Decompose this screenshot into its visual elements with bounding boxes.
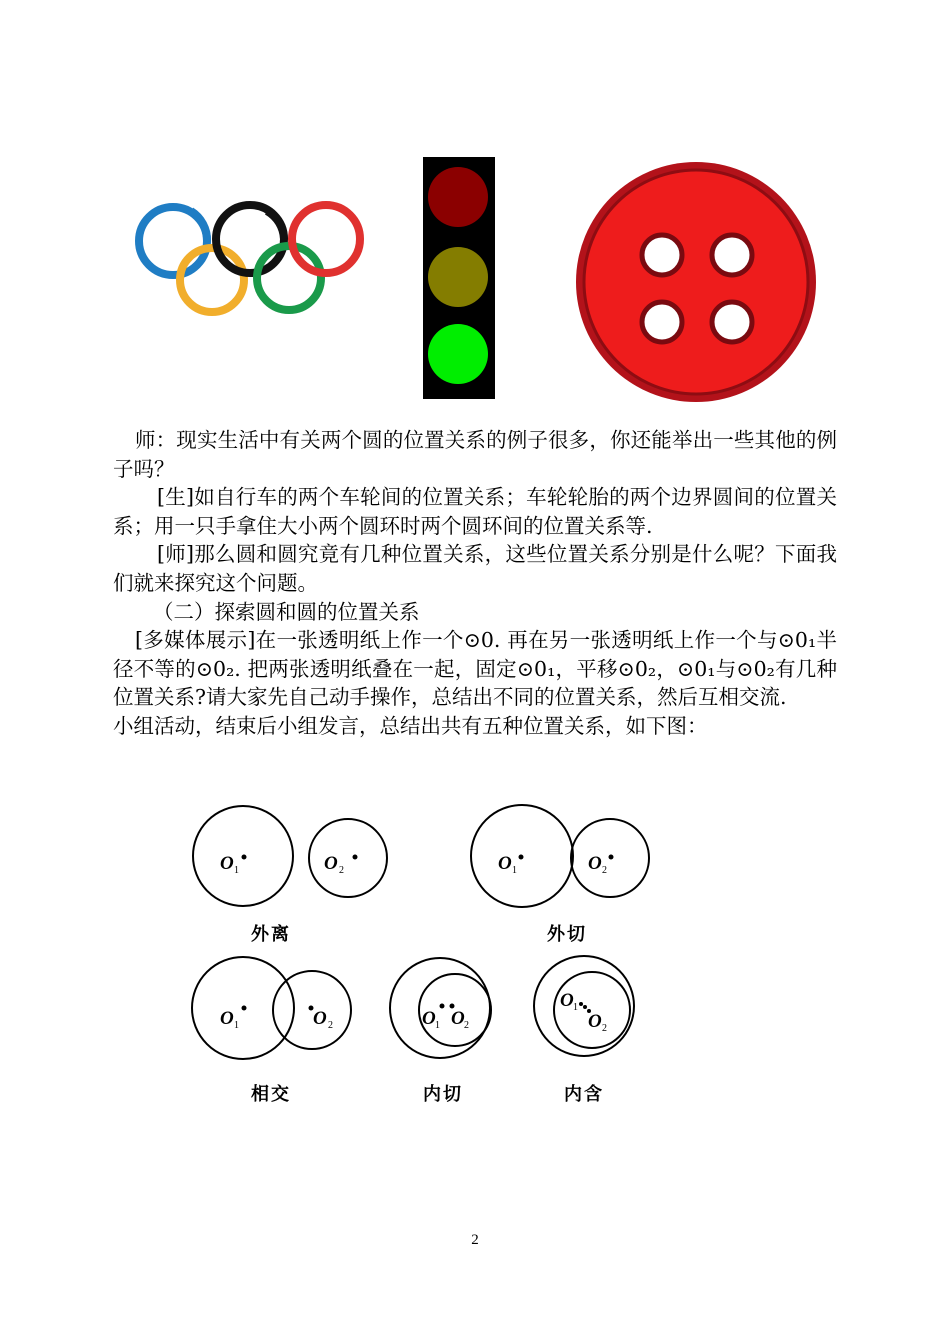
svg-text:2: 2 (328, 1020, 333, 1031)
o1-label: O (498, 853, 512, 874)
o2-label: O (588, 853, 602, 874)
caption-contained: 内含 (564, 1084, 604, 1105)
o2-label: O (324, 853, 338, 874)
caption-separate: 外离 (251, 924, 291, 945)
svg-text:1: 1 (234, 865, 239, 876)
o1-label: O (220, 853, 234, 874)
paragraph-teacher-followup: [师]那么圆和圆究竟有几种位置关系，这些位置关系分别是什么呢？下面我们就来探究这个问题。 (113, 542, 837, 595)
svg-text:2: 2 (464, 1020, 469, 1031)
o2-label: O (588, 1011, 602, 1032)
traffic-light-image (423, 157, 495, 399)
svg-text:1: 1 (435, 1020, 440, 1031)
paragraph-teacher-question: 师：现实生活中有关两个圆的位置关系的例子很多，你还能举出一些其他的例子吗？ (113, 428, 837, 481)
svg-text:1: 1 (512, 865, 517, 876)
svg-text:2: 2 (602, 865, 607, 876)
svg-text:2: 2 (339, 865, 344, 876)
paragraph-multimedia: [多媒体展示]在一张透明纸上作一个⊙0. 再在另一张透明纸上作一个与⊙0₁半径不等的⊙0₂. 把两张透明纸叠在一起，固定⊙0₁，平移⊙0₂，⊙0₁与⊙0₂有几种位置关系?请大家先自己动手操作，总结出不同的位置关系，然后互相交流. (113, 628, 837, 710)
caption-internally-tangent: 内切 (423, 1084, 463, 1105)
svg-text:1: 1 (573, 1002, 578, 1013)
paragraph-student-answer: [生]如自行车的两个车轮间的位置关系；车轮轮胎的两个边界圆间的位置关系；用一只手拿住大小两个圆环时两个圆环间的位置关系等. (113, 485, 837, 538)
svg-text:2: 2 (602, 1023, 607, 1034)
red-button-image (572, 157, 820, 407)
o1-label: O (560, 990, 574, 1011)
page-number: 2 (471, 1232, 479, 1248)
caption-intersecting: 相交 (251, 1084, 291, 1105)
body-text (113, 426, 837, 741)
o2-label: O (313, 1008, 327, 1029)
o1-label: O (220, 1008, 234, 1029)
o1-label: O (422, 1008, 436, 1029)
caption-externally-tangent: 外切 (547, 924, 587, 945)
paragraph-group-activity: 小组活动，结束后小组发言，总结出共有五种位置关系，如下图： (113, 713, 708, 738)
o2-label: O (451, 1008, 465, 1029)
svg-text:1: 1 (234, 1020, 239, 1031)
olympic-rings-image (133, 195, 365, 320)
section-heading: （二）探索圆和圆的位置关系 (153, 599, 420, 624)
